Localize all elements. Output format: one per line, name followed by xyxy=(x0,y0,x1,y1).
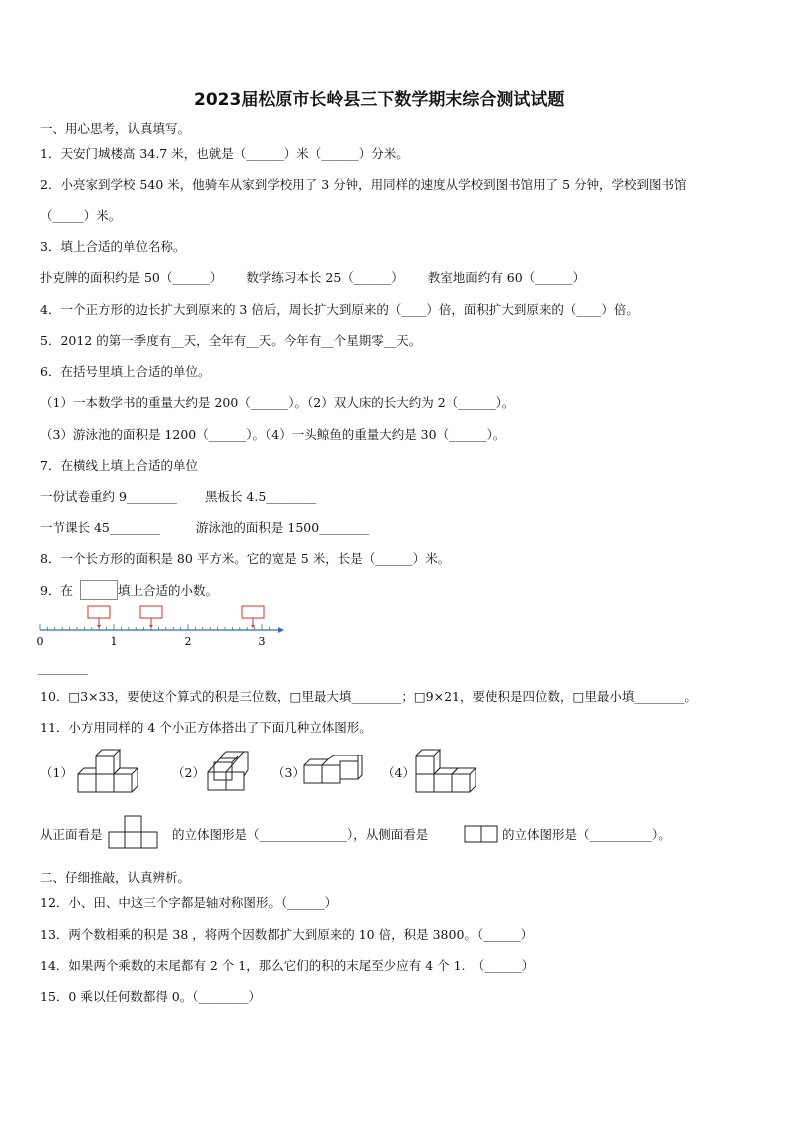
question-9-answer-line: ________ xyxy=(38,660,88,675)
question-7-part-a: 一份试卷重约 9________ xyxy=(40,489,177,504)
figure-label-4: （4） xyxy=(382,765,415,780)
question-8: 8．一个长方形的面积是 80 平方米。它的宽是 5 米，长是（______）米。 xyxy=(40,551,451,566)
question-13: 13．两个数相乘的积是 38 ，将两个因数都扩大到原来的 10 倍，积是 3800。（______） xyxy=(40,927,534,942)
question-6-row-1: （1）一本数学书的重量大约是 200（______）。（2）双人床的长大约为 2（______）。 xyxy=(40,395,515,410)
question-5: 5．2012 的第一季度有__天，全年有__天。今年有__个星期零__天。 xyxy=(40,333,422,348)
number-line-tick-label-0: 0 xyxy=(36,635,44,648)
question-7-row-2 xyxy=(40,520,369,536)
question-11-views-suffix: 的立体图形是（__________）。 xyxy=(502,827,671,842)
number-line-tick-label-3: 3 xyxy=(258,635,266,648)
number-line-tick-label-2: 2 xyxy=(184,635,192,648)
question-15: 15．0 乘以任何数都得 0。（________） xyxy=(40,989,262,1004)
question-7-row-1 xyxy=(40,489,316,505)
question-9-suffix: 填上合适的小数。 xyxy=(118,583,219,598)
cube-figure-3 xyxy=(302,755,364,789)
question-2-line-2: （_____）米。 xyxy=(40,208,122,223)
page-title: 2023届松原市长岭县三下数学期末综合测试试题 xyxy=(194,90,565,110)
question-10: 10．□3×33，要使这个算式的积是三位数，□里最大填________；□9×21，要使积是四位数，□里最小填________。 xyxy=(40,689,697,704)
figure-label-3: （3） xyxy=(272,765,305,780)
question-2-line-1: 2．小亮家到学校 540 米，他骑车从家到学校用了 3 分钟，用同样的速度从学校到图书馆用了 5 分钟，学校到图书馆 xyxy=(40,177,687,192)
question-3-part-b: 数学练习本长 25（______） xyxy=(246,270,404,285)
question-3-part-a: 扑克牌的面积约是 50（______） xyxy=(40,270,223,285)
question-6-row-2: （3）游泳池的面积是 1200（______）。（4）一头鲸鱼的重量大约是 30（______）。 xyxy=(40,427,506,442)
answer-box-1[interactable] xyxy=(88,606,110,618)
figure-label-1: （1） xyxy=(40,765,73,780)
question-3: 3．填上合适的单位名称。 xyxy=(40,239,186,254)
section-heading-one: 一、用心思考，认真填写。 xyxy=(40,121,191,136)
question-12: 12．小、田、中这三个字都是轴对称图形。（______） xyxy=(40,895,338,910)
question-1: 1．天安门城楼高 34.7 米，也就是（______）米（______）分米。 xyxy=(40,146,409,161)
figure-label-2: （2） xyxy=(172,765,205,780)
question-7-part-b: 黑板长 4.5________ xyxy=(204,489,317,504)
question-7-part-d: 游泳池的面积是 1500________ xyxy=(195,520,370,535)
cube-figure-1 xyxy=(76,748,138,796)
cube-figure-2 xyxy=(204,748,250,796)
question-11-views-middle: 的立体图形是（______________），从侧面看是 xyxy=(172,827,429,842)
number-line xyxy=(34,604,294,654)
question-7: 7．在横线上填上合适的单位 xyxy=(40,458,198,473)
question-6: 6．在括号里填上合适的单位。 xyxy=(40,364,211,379)
question-4: 4．一个正方形的边长扩大到原来的 3 倍后，周长扩大到原来的（____）倍，面积扩大到原来的（____）倍。 xyxy=(40,302,639,317)
question-14: 14．如果两个乘数的末尾都有 2 个 1，那么它们的积的末尾至少应有 4 个 1. （______） xyxy=(40,958,535,973)
question-9-inline-box xyxy=(80,580,118,600)
answer-box-2[interactable] xyxy=(140,606,162,618)
question-11-views-prefix: 从正面看是 xyxy=(40,827,103,842)
section-heading-two: 二、仔细推敲，认真辨析。 xyxy=(40,870,191,885)
question-9-prefix: 9．在 xyxy=(40,583,73,598)
question-3-part-c: 教室地面约有 60（______） xyxy=(427,270,586,285)
front-view-figure xyxy=(108,815,160,849)
question-7-part-c: 一节课长 45________ xyxy=(40,520,160,535)
cube-figure-4 xyxy=(414,744,476,796)
answer-box-3[interactable] xyxy=(242,606,264,618)
question-3-row xyxy=(40,270,585,286)
number-line-tick-label-1: 1 xyxy=(110,635,118,648)
side-view-figure xyxy=(464,825,500,845)
question-11: 11．小方用同样的 4 个小正方体搭出了下面几种立体图形。 xyxy=(40,720,372,735)
